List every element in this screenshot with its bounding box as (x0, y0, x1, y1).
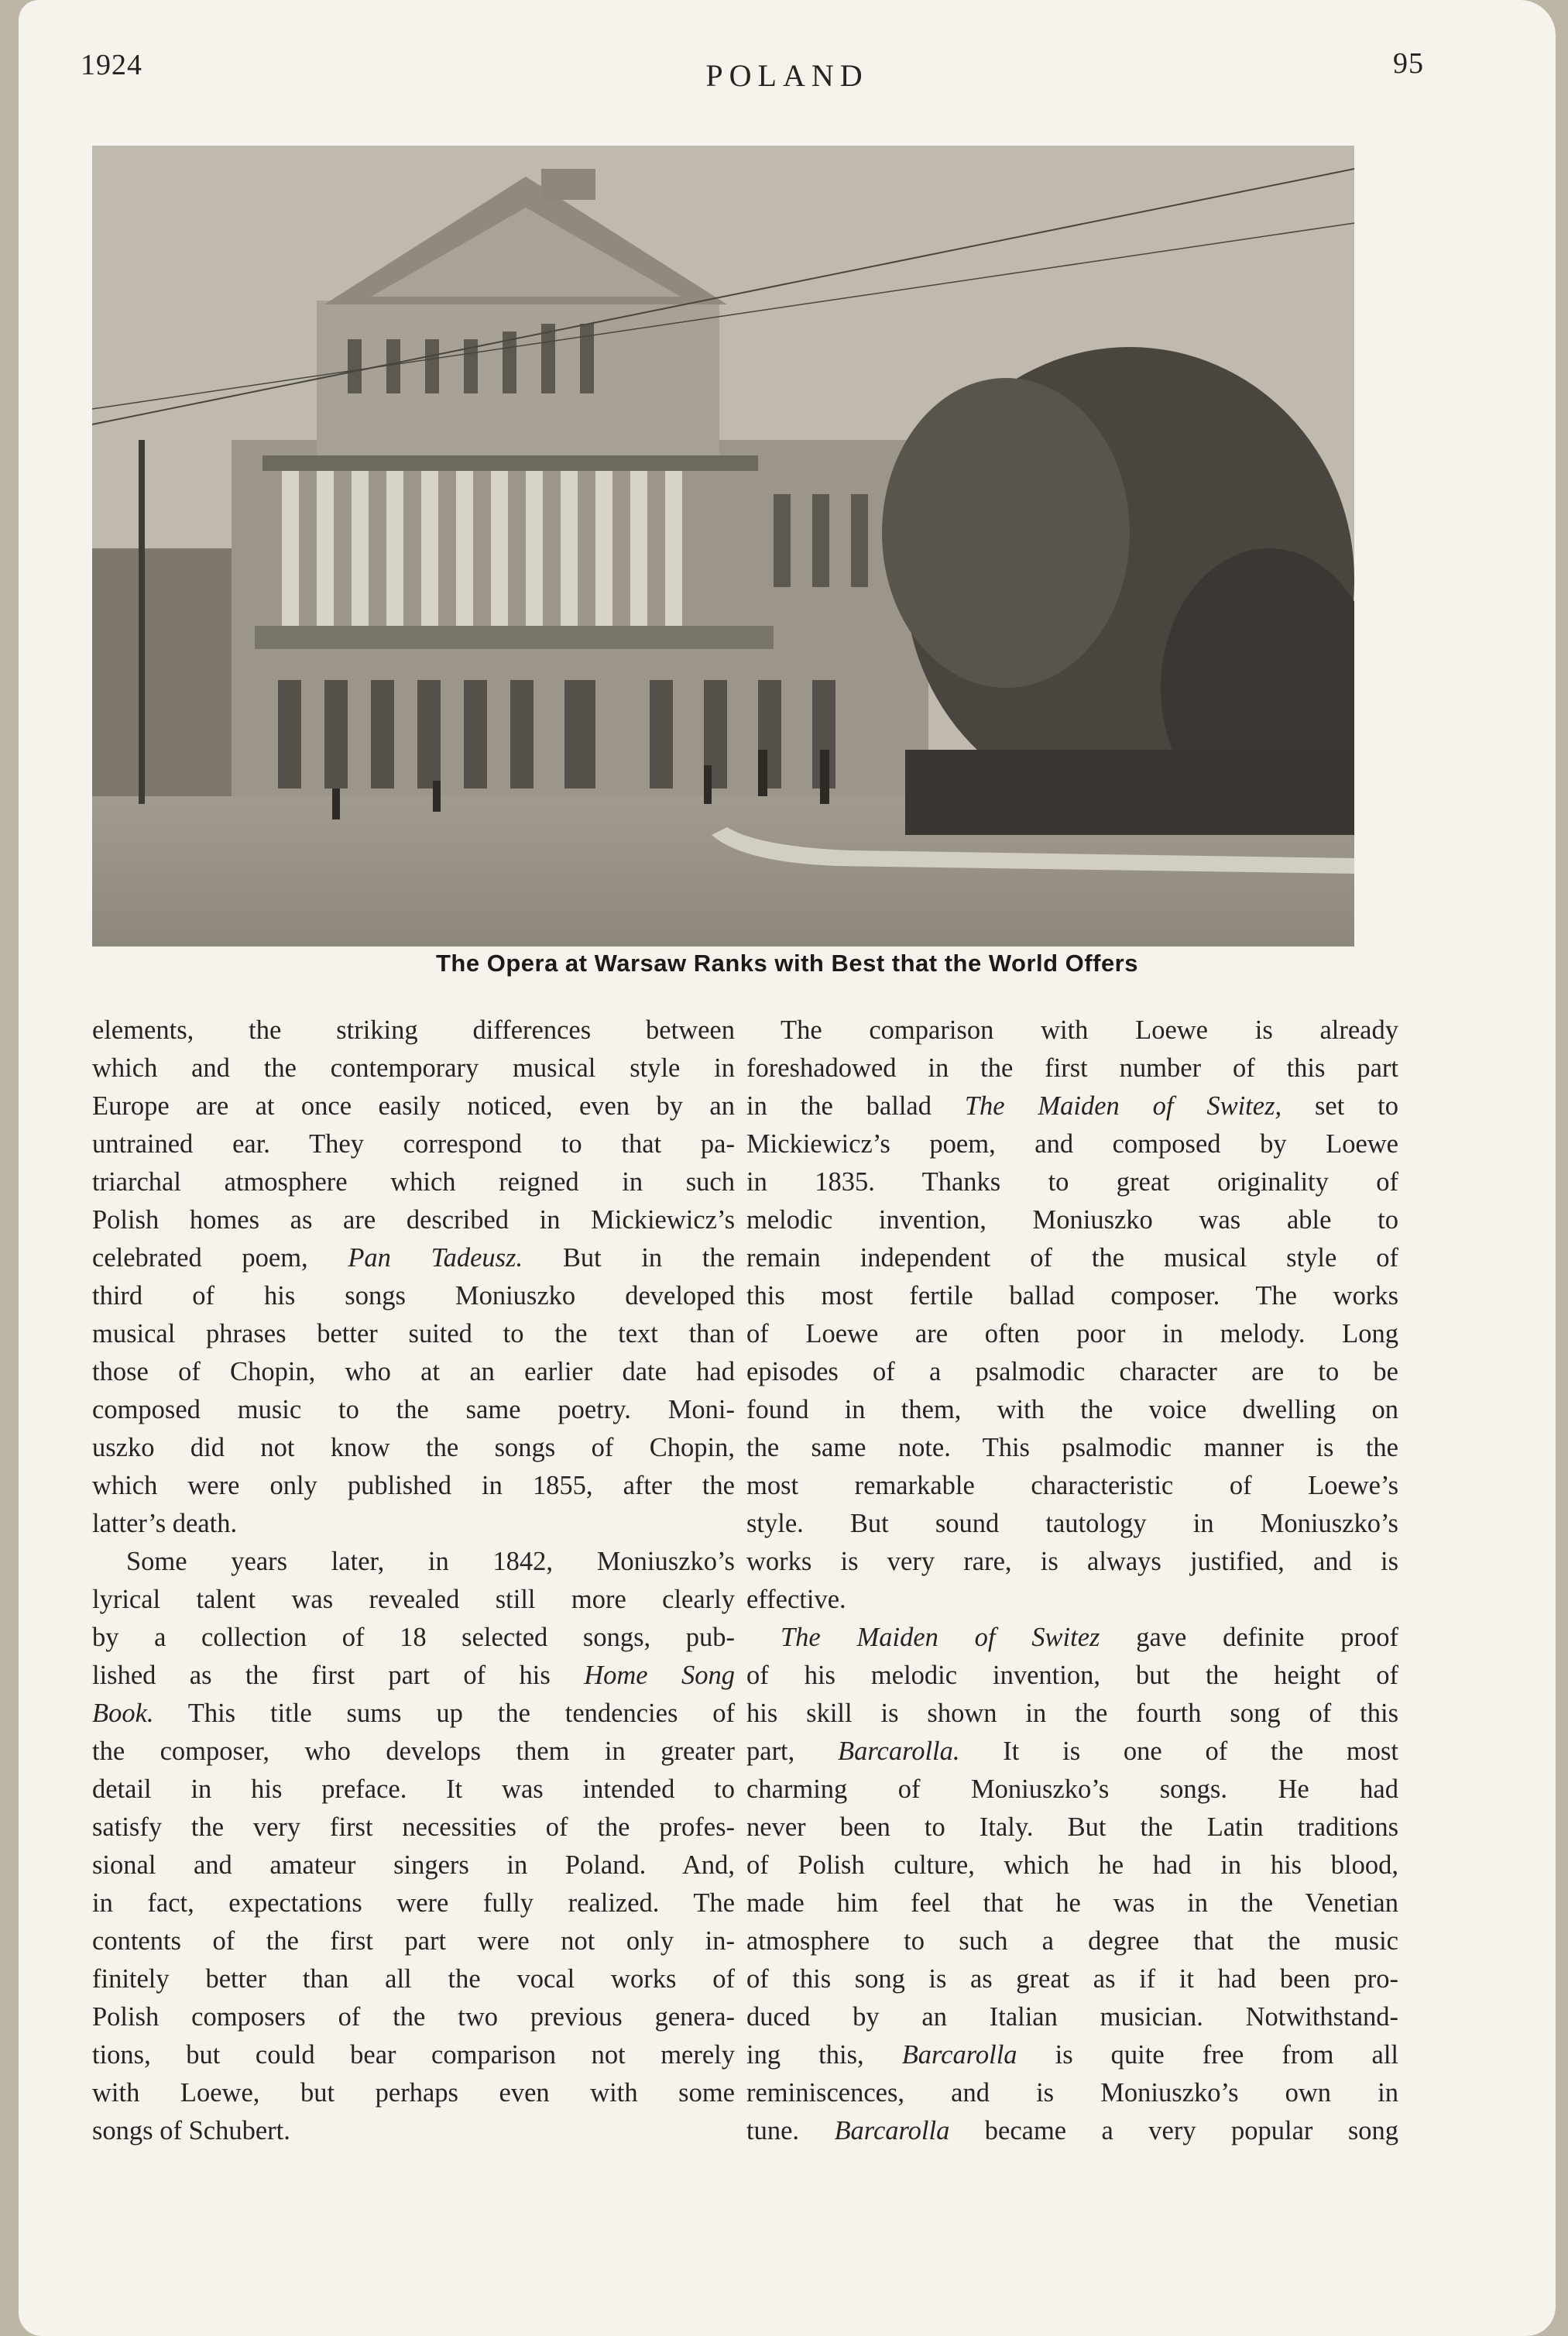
text-line: melodic invention, Moniuszko was able to (746, 1205, 1398, 1235)
text-line: Europe are at once easily noticed, even by an (92, 1091, 735, 1121)
text-line: the same note. This psalmodic manner is the (746, 1433, 1398, 1462)
italic-title: Pan Tadeusz. (348, 1243, 523, 1273)
italic-title: Barcarolla. (838, 1737, 960, 1766)
text-run: tune. (746, 2116, 835, 2145)
text-line: The comparison with Loewe is already (781, 1015, 1398, 1045)
text-line: songs of Schubert. (92, 2116, 290, 2145)
text-line: musical phrases better suited to the text than (92, 1319, 735, 1348)
text-line: works is very rare, is always justified, and is (746, 1547, 1398, 1576)
italic-title: The Maiden of Switez, (964, 1091, 1282, 1121)
right-column (746, 1012, 1398, 2150)
text-line: elements, the striking differences between (92, 1015, 735, 1045)
text-line (746, 2112, 1398, 2150)
text-line: which and the contemporary musical style in (92, 1053, 735, 1083)
text-line: finitely better than all the vocal works of (92, 1964, 735, 1994)
text-line (746, 1733, 1398, 1771)
text-line: by a collection of 18 selected songs, pub- (92, 1623, 735, 1652)
text-line: episodes of a psalmodic character are to be (746, 1357, 1398, 1386)
text-run: became a very popular song (949, 2116, 1399, 2145)
text-line: satisfy the very first necessities of the profes- (92, 1812, 735, 1842)
text-run: This title sums up the tendencies of (153, 1699, 735, 1728)
text-line: foreshadowed in the first number of this part (746, 1053, 1398, 1083)
text-line: those of Chopin, who at an earlier date had (92, 1357, 735, 1386)
text-line: this most fertile ballad composer. The works (746, 1281, 1398, 1311)
text-line: lyrical talent was revealed still more clearly (92, 1585, 735, 1614)
text-line: charming of Moniuszko’s songs. He had (746, 1774, 1398, 1804)
header-year: 1924 (81, 49, 142, 81)
text-run: in the ballad (746, 1091, 965, 1121)
text-run: part, (746, 1737, 839, 1766)
italic-title: Barcarolla (901, 2040, 1017, 2070)
text-line: composed music to the same poetry. Moni- (92, 1395, 735, 1424)
header-title: POLAND (705, 58, 869, 93)
text-line: made him feel that he was in the Venetian (746, 1888, 1398, 1918)
text-line: effective. (746, 1585, 846, 1614)
page-number: 95 (1393, 47, 1424, 80)
text-line: detail in his preface. It was intended to (92, 1774, 735, 1804)
text-run: set to (1282, 1091, 1398, 1121)
text-line (746, 2036, 1398, 2074)
text-line: untrained ear. They correspond to that pa- (92, 1129, 735, 1159)
figure-caption: The Opera at Warsaw Ranks with Best that the World Offers (435, 950, 1138, 977)
text-line: of Loewe are often poor in melody. Long (746, 1319, 1398, 1348)
text-line: the composer, who develops them in greater (92, 1737, 735, 1766)
opera-house-photo (92, 146, 1354, 946)
text-line: atmosphere to such a degree that the music (746, 1926, 1398, 1956)
text-line (92, 1695, 735, 1733)
text-line: reminiscences, and is Moniuszko’s own in (746, 2078, 1398, 2108)
text-line: of his melodic invention, but the height of (746, 1661, 1398, 1690)
text-line: most remarkable characteristic of Loewe’s (746, 1471, 1398, 1500)
text-line: uszko did not know the songs of Chopin, (92, 1433, 735, 1462)
page (19, 0, 1556, 2336)
text-line: of this song is as great as if it had been pro- (746, 1964, 1398, 1994)
text-run: is quite free from all (1017, 2040, 1398, 2070)
text-line: never been to Italy. But the Latin traditions (746, 1812, 1398, 1842)
text-line: third of his songs Moniuszko developed (92, 1281, 735, 1311)
text-line: contents of the first part were not only in- (92, 1926, 735, 1956)
text-line: Polish homes as are described in Mickiewicz’s (92, 1205, 735, 1235)
text-line: tions, but could bear comparison not merely (92, 2040, 735, 2070)
italic-title: The Maiden of Switez (781, 1623, 1100, 1652)
text-run: gave definite proof (1100, 1623, 1398, 1652)
text-line (746, 1087, 1398, 1125)
text-line (92, 1239, 735, 1277)
italic-title: Barcarolla (834, 2116, 950, 2145)
text-line: style. But sound tautology in Moniuszko’s (746, 1509, 1398, 1538)
text-line: sional and amateur singers in Poland. And, (92, 1850, 735, 1880)
text-line: triarchal atmosphere which reigned in such (92, 1167, 735, 1197)
text-run: ing this, (746, 2040, 902, 2070)
text-line: which were only published in 1855, after the (92, 1471, 735, 1500)
text-run: celebrated poem, (92, 1243, 348, 1273)
text-line: his skill is shown in the fourth song of this (746, 1699, 1398, 1728)
text-line: latter’s death. (92, 1509, 238, 1538)
text-run: But in the (523, 1243, 735, 1273)
text-line: of Polish culture, which he had in his blood, (746, 1850, 1398, 1880)
italic-title: Book. (92, 1699, 154, 1728)
text-line: duced by an Italian musician. Notwithstand- (746, 2002, 1398, 2032)
text-line: Mickiewicz’s poem, and composed by Loewe (746, 1129, 1398, 1159)
left-column (92, 1012, 735, 2150)
text-run: It is one of the most (959, 1737, 1398, 1766)
text-line (92, 1657, 735, 1695)
text-line: found in them, with the voice dwelling on (746, 1395, 1398, 1424)
text-line: in 1835. Thanks to great originality of (746, 1167, 1398, 1197)
text-line: Some years later, in 1842, Moniuszko’s (126, 1547, 735, 1576)
text-line: Polish composers of the two previous genera- (92, 2002, 735, 2032)
text-line: remain independent of the musical style of (746, 1243, 1398, 1273)
text-line: with Loewe, but perhaps even with some (92, 2078, 735, 2108)
text-line: in fact, expectations were fully realized. The (92, 1888, 735, 1918)
italic-title: Home Song (584, 1661, 735, 1690)
text-line (746, 1619, 1398, 1657)
text-run: lished as the first part of his (92, 1661, 585, 1690)
